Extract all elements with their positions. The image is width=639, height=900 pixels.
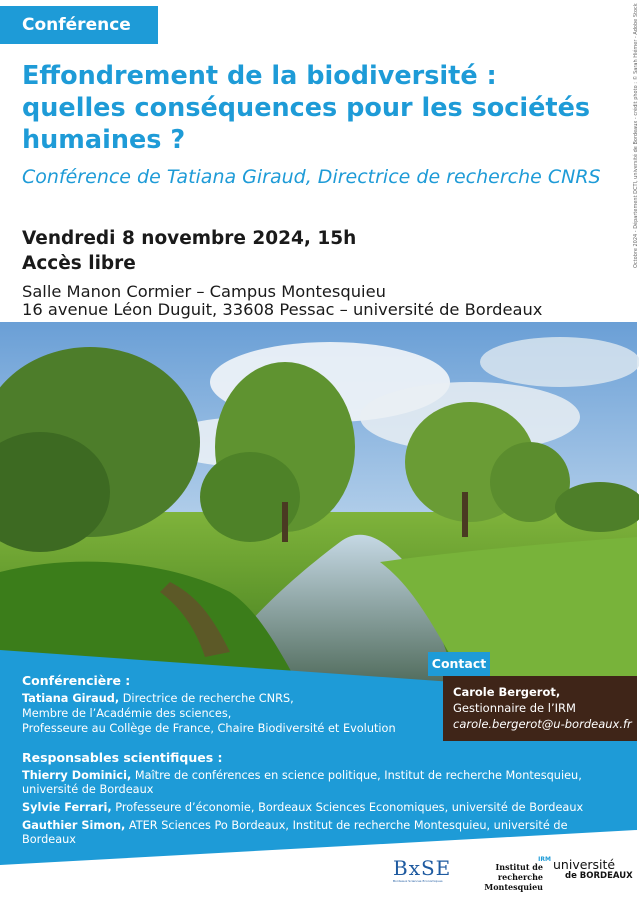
list-item: Sylvie Ferrari, Professeure d’économie, Bordeaux Sciences Economiques, université de Bordeaux [22, 801, 584, 814]
speaker-role: Directrice de recherche CNRS, [119, 692, 294, 705]
venue-line-1: Salle Manon Cormier – Campus Montesquieu [22, 282, 386, 301]
photo-credit: Octobre 2024 - Département DCTI, université de Bordeaux - crédit photo : © Sarah Hiémer - Adobe Stock [633, 3, 639, 268]
responsables-heading: Responsables scientifiques : [22, 750, 223, 765]
list-item: Gauthier Simon, ATER Sciences Po Bordeaux, Institut de recherche Montesquieu, université de Bordeaux [22, 819, 568, 846]
venue-line-2: 16 avenue Léon Duguit, 33608 Pessac – université de Bordeaux [22, 300, 543, 319]
subtitle: Conférence de Tatiana Giraud, Directrice de recherche CNRS [22, 166, 601, 188]
page-title: Effondrement de la biodiversité : quelles conséquences pour les sociétés humaines ? [22, 61, 591, 155]
bse-logo: BxSE Bordeaux Sciences Economiques [393, 856, 452, 883]
speaker-college: Professeure au Collège de France, Chaire Biodiversité et Evolution [22, 722, 396, 735]
responsables-section [22, 751, 622, 851]
contact-role: Gestionnaire de l’IRM [453, 701, 576, 715]
event-type-tag: Conférence [0, 6, 158, 44]
contact-label: Contact [428, 652, 490, 676]
contact-box [443, 676, 637, 741]
event-date: Vendredi 8 novembre 2024, 15h [22, 228, 357, 249]
irm-logo: IRM Institut de recherche Montesquieu [484, 856, 551, 892]
speaker-name: Tatiana Giraud, [22, 692, 120, 705]
access-info: Accès libre [22, 253, 136, 274]
speaker-academy: Membre de l’Académie des sciences, [22, 707, 232, 720]
speaker-section [22, 673, 442, 736]
landscape-photo [0, 322, 637, 687]
contact-email[interactable]: carole.bergerot@u-bordeaux.fr [453, 717, 632, 731]
speaker-heading: Conférencière : [22, 673, 131, 688]
list-item: Thierry Dominici, Maître de conférences en science politique, Institut de recherche Montesquieu, université de Bordeaux [22, 769, 582, 796]
universite-bordeaux-logo: université de BORDEAUX [553, 857, 633, 881]
contact-name: Carole Bergerot, [453, 685, 561, 699]
